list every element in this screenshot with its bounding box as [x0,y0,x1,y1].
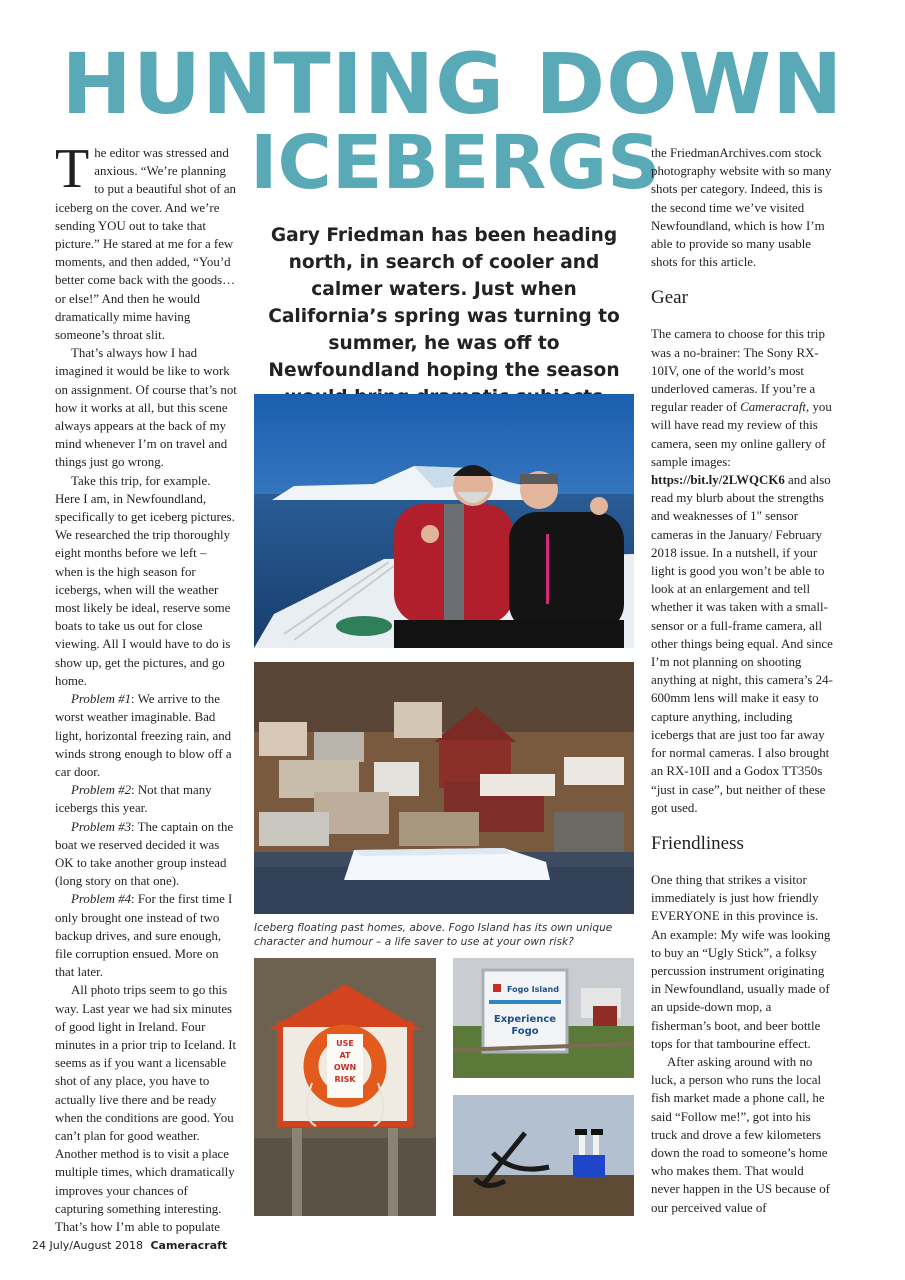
drop-cap: T [55,138,90,200]
experience-fogo-line-2: Fogo [511,1026,539,1037]
page-footer [32,1239,227,1252]
problem-text: : Not that many icebergs this year. [55,783,212,816]
body-paragraph: One thing that strikes a visitor immediately is just how friendly EVERYONE in this province is. An example: My wife was looking to buy an “Ugly Stick”, a folksy percussion instrument originating in Newfoundland, usually made of an upside-down mop, a fisherman’s boot, and beer bottle tops for that tambourine effect. [651,872,831,1051]
problem-text: : For the first time I only brought one instead of two backup drives, and sure enough, file corruption ensued. More on that later. [55,892,233,980]
risk-sign-line-4: RISK [334,1075,356,1084]
headline-line-1: HUNTING DOWN [61,35,844,133]
gear-text: The camera to choose for this trip was a no-brainer: The Sony RX-10IV, one of the world’s most underloved cameras. If you’re a regular reader of [651,327,825,415]
body-paragraph: the FriedmanArchives.com stock photography website with so many shots per category. Indeed, this is the second time we’ve visited Newfoundland, which is how I’m able to provide so many usable shots for this article. [651,146,832,270]
standfirst: Gary Friedman has been heading north, in search of cooler and calmer waters. Just when California’s spring was turning to summer, he was off to Newfoundland hoping the season [268,225,620,381]
intro-paragraph [55,138,237,344]
subheading-friendliness: Friendliness [651,832,744,854]
gear-paragraph [651,325,833,816]
problem-label: Problem #4 [71,892,132,907]
photo-couple-iceberg [254,394,634,648]
page-number: 24 [32,1239,46,1252]
magazine-name: Cameracraft [740,400,806,415]
problem-paragraph [55,890,237,981]
fogo-island-brand: Fogo Island [507,985,559,994]
subheading-gear: Gear [651,287,688,309]
gear-text: and also read my blurb about the strengths and weaknesses of 1" sensor cameras in the January/ February 2018 issue. In a nutshell, if your light is good you won’t be able to look at an enlargement and tell whether it was taken with a small-sensor or a full-frame camera, all other things being equal. And since I’m not planning on shooting anything at night, this camera’s 24-600mm lens will make it easy to capture anything, including icebergs that are just too far away for normal cameras. I also brought an RX-10II and a Godox TT350s “just in case”, but neither of these got used. [651,473,833,815]
magazine-name-footer: Cameracraft [150,1239,228,1252]
problem-label: Problem #2 [71,783,132,798]
body-paragraph: Take this trip, for example. Here I am, in Newfoundland, specifically to get iceberg pictures. We researched the trip thoroughly eight months before we left – when is the high season for icebergs, when will the weather most likely be ideal, reserve some boats to take us out for close viewing. All I would have to do is show up, get the pictures, and go home. [55,473,235,688]
photo-fogo-sign [453,958,634,1078]
body-column-right [651,144,833,1217]
problem-paragraph [55,690,237,781]
photo-anchor-boots [453,1095,634,1216]
intro-text: he editor was stressed and anxious. “We’re planning to put a beautiful shot of an iceberg on the cover. And we’re sending YOU out to take that picture.” He stared at me for a few moments, and then added, “You’d better come back with the goods… or else!” And then he would dramatically mime having someone’s throat slit. [55,146,236,343]
gallery-link[interactable]: https://bit.ly/2LWQCK6 [651,473,785,488]
problem-label: Problem #1 [71,692,132,707]
photo-caption: Iceberg floating past homes, above. Fogo Island has its own unique character and humour – a life saver to use at your own risk? [254,922,613,948]
body-paragraph: That’s always how I had imagined it would be like to work on assignment. Of course that’s not how it works at all, but this scene always appears at the back of my mind whenever I’m on travel and things just go wrong. [55,346,237,470]
body-paragraph: After asking around with no luck, a person who runs the local fish market made a phone call, he said “Follow me!”, got into his truck and drove a few kilometers down the road to someone’s home who makes them. That would never happen in the US because of our perceived value of [651,1054,830,1215]
photo-village-iceberg [254,662,634,914]
risk-sign-line-1: USE [336,1039,354,1048]
photo-life-ring-sign [254,958,436,1216]
gear-text: , you will have read my review of this camera, seen my online gallery of sample images: [651,400,832,469]
problem-paragraph [55,818,237,891]
headline-line-2: ICEBERGS [250,120,661,206]
risk-sign-line-3: OWN [333,1063,357,1072]
body-paragraph: All photo trips seem to go this way. Last year we had six minutes of good light in Ireland. Four minutes in a prior trip to Iceland. It seems as if you want a licensable shot of any place, you have to actually live there and be ready when the conditions are good. You can’t plan for good weather. Another method is to visit a place multiple times, which dramatically improves your chances of capturing something interesting. That’s how I’m able to populate [55,983,237,1234]
experience-fogo-line-1: Experience [493,1014,557,1025]
problem-label: Problem #3 [71,819,132,834]
problem-paragraph [55,781,237,817]
problem-text: : We arrive to the worst weather imaginable. Bad light, horizontal freezing rain, and winds strong enough to blow off a car door. [55,692,232,779]
risk-sign-line-2: AT [339,1051,351,1060]
issue-date: July/August 2018 [49,1239,143,1252]
body-column-left [55,138,237,1236]
problem-text: : The captain on the boat we reserved decided it was OK to take another group instead (long story on that one). [55,819,234,889]
